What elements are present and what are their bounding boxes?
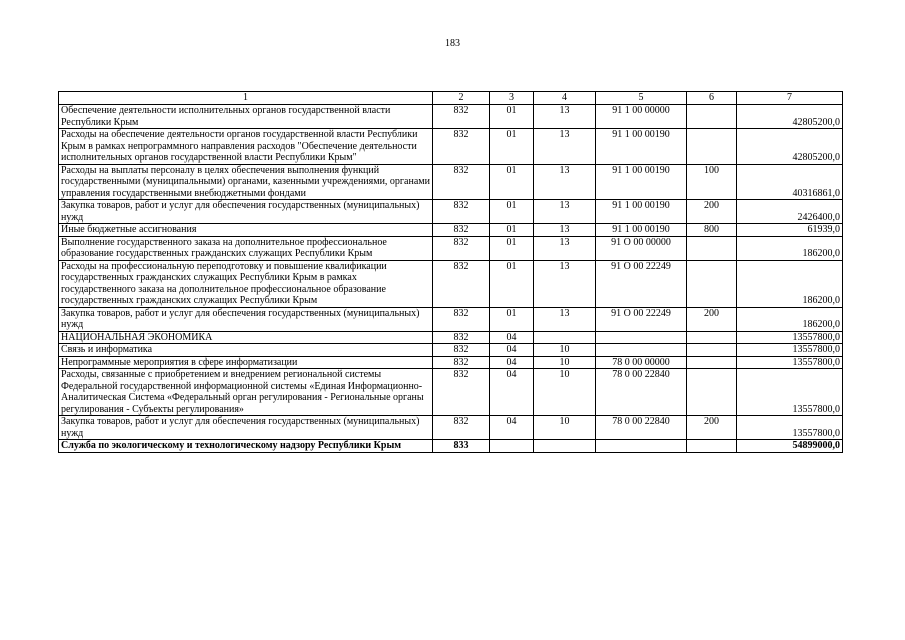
header-cell: 4	[534, 92, 596, 105]
expense-type-code	[687, 129, 737, 165]
target-item-code: 91 1 00 00000	[596, 105, 687, 129]
amount: 13557800,0	[737, 369, 843, 416]
ministry-code: 832	[433, 224, 490, 237]
expense-type-code	[687, 369, 737, 416]
subsection-code: 13	[534, 129, 596, 165]
table-row	[59, 416, 843, 440]
subsection-code: 13	[534, 307, 596, 331]
item-name: Закупка товаров, работ и услуг для обеспечения государственных (муниципальных) нужд	[59, 200, 433, 224]
target-item-code: 78 0 00 22840	[596, 416, 687, 440]
target-item-code: 91 О 00 22249	[596, 307, 687, 331]
header-cell: 7	[737, 92, 843, 105]
target-item-code: 91 О 00 00000	[596, 236, 687, 260]
ministry-code: 832	[433, 344, 490, 357]
ministry-code: 832	[433, 200, 490, 224]
section-code: 04	[490, 356, 534, 369]
expense-type-code: 200	[687, 416, 737, 440]
page-number: 183	[445, 38, 460, 49]
item-name: Расходы на выплаты персоналу в целях обеспечения выполнения функций государственными (муниципальными) органами, казенными учреждениями, органами управления государственными внебюджетными фондами	[59, 164, 433, 200]
header-cell: 1	[59, 92, 433, 105]
section-code: 01	[490, 105, 534, 129]
item-name: Расходы на профессиональную переподготовку и повышение квалификации государственных гражданских служащих Республики Крым в рамках государственного заказа на дополнительное профессиональное образование государственных гражданских служащих Республики Крым	[59, 260, 433, 307]
amount: 13557800,0	[737, 416, 843, 440]
expense-type-code: 100	[687, 164, 737, 200]
amount: 13557800,0	[737, 356, 843, 369]
table-row	[59, 164, 843, 200]
target-item-code: 91 О 00 22249	[596, 260, 687, 307]
table-row	[59, 260, 843, 307]
section-code: 01	[490, 164, 534, 200]
header-cell: 3	[490, 92, 534, 105]
table-row	[59, 105, 843, 129]
section-code: 04	[490, 344, 534, 357]
ministry-code: 832	[433, 369, 490, 416]
target-item-code: 91 1 00 00190	[596, 224, 687, 237]
subsection-code	[534, 331, 596, 344]
table-row	[59, 236, 843, 260]
section-code: 01	[490, 200, 534, 224]
table-row	[59, 224, 843, 237]
item-name: Закупка товаров, работ и услуг для обеспечения государственных (муниципальных) нужд	[59, 416, 433, 440]
amount: 42805200,0	[737, 129, 843, 165]
subsection-code: 10	[534, 416, 596, 440]
section-code: 01	[490, 307, 534, 331]
target-item-code: 91 1 00 00190	[596, 200, 687, 224]
section-code: 01	[490, 224, 534, 237]
table-row	[59, 200, 843, 224]
target-item-code	[596, 331, 687, 344]
item-name: Расходы, связанные с приобретением и внедрением региональной системы Федеральной государственной информационной системы «Единая Информационно-Аналитическая Система «Федеральный орган регулирования - Региональные органы регулирования - Субъекты регулирования»	[59, 369, 433, 416]
section-code: 01	[490, 260, 534, 307]
subsection-code: 13	[534, 164, 596, 200]
ministry-code: 832	[433, 236, 490, 260]
amount: 2426400,0	[737, 200, 843, 224]
expense-type-code	[687, 356, 737, 369]
target-item-code: 91 1 00 00190	[596, 129, 687, 165]
target-item-code	[596, 440, 687, 453]
item-name: Обеспечение деятельности исполнительных органов государственной власти Республики Крым	[59, 105, 433, 129]
subsection-code: 13	[534, 224, 596, 237]
item-name: Расходы на обеспечение деятельности органов государственной власти Республики Крым в рамках непрограммного направления расходов "Обеспечение деятельности исполнительных органов государственной власти Республики Крым"	[59, 129, 433, 165]
ministry-code: 832	[433, 260, 490, 307]
section-code: 01	[490, 129, 534, 165]
target-item-code: 78 0 00 00000	[596, 356, 687, 369]
amount: 54899000,0	[737, 440, 843, 453]
expense-type-code: 800	[687, 224, 737, 237]
subsection-code: 13	[534, 260, 596, 307]
expense-type-code	[687, 440, 737, 453]
ministry-code: 832	[433, 356, 490, 369]
table-row	[59, 344, 843, 357]
subsection-code: 10	[534, 356, 596, 369]
expense-type-code	[687, 331, 737, 344]
table-row	[59, 369, 843, 416]
ministry-code: 832	[433, 164, 490, 200]
table-row	[59, 356, 843, 369]
amount: 13557800,0	[737, 331, 843, 344]
header-cell: 6	[687, 92, 737, 105]
ministry-code: 833	[433, 440, 490, 453]
expense-type-code	[687, 236, 737, 260]
expense-type-code: 200	[687, 307, 737, 331]
target-item-code: 91 1 00 00190	[596, 164, 687, 200]
section-code: 04	[490, 331, 534, 344]
amount: 61939,0	[737, 224, 843, 237]
amount: 186200,0	[737, 307, 843, 331]
amount: 186200,0	[737, 260, 843, 307]
item-name: Служба по экологическому и технологическому надзору Республики Крым	[59, 440, 433, 453]
ministry-code: 832	[433, 416, 490, 440]
expense-type-code	[687, 105, 737, 129]
item-name: Выполнение государственного заказа на дополнительное профессиональное образование государственных гражданских служащих Республики Крым	[59, 236, 433, 260]
amount: 13557800,0	[737, 344, 843, 357]
ministry-code: 832	[433, 129, 490, 165]
expense-type-code	[687, 260, 737, 307]
subsection-code: 13	[534, 236, 596, 260]
section-code	[490, 440, 534, 453]
item-name: НАЦИОНАЛЬНАЯ ЭКОНОМИКА	[59, 331, 433, 344]
amount: 40316861,0	[737, 164, 843, 200]
table-row	[59, 331, 843, 344]
item-name: Иные бюджетные ассигнования	[59, 224, 433, 237]
table-row	[59, 307, 843, 331]
section-code: 04	[490, 369, 534, 416]
expense-type-code	[687, 344, 737, 357]
subsection-code: 10	[534, 344, 596, 357]
item-name: Связь и информатика	[59, 344, 433, 357]
section-code: 01	[490, 236, 534, 260]
amount: 186200,0	[737, 236, 843, 260]
ministry-code: 832	[433, 331, 490, 344]
ministry-code: 832	[433, 307, 490, 331]
table-row	[59, 440, 843, 453]
section-code: 04	[490, 416, 534, 440]
item-name: Закупка товаров, работ и услуг для обеспечения государственных (муниципальных) нужд	[59, 307, 433, 331]
ministry-code: 832	[433, 105, 490, 129]
subsection-code: 13	[534, 200, 596, 224]
table-row	[59, 129, 843, 165]
budget-table	[58, 91, 843, 453]
target-item-code: 78 0 00 22840	[596, 369, 687, 416]
target-item-code	[596, 344, 687, 357]
header-cell: 5	[596, 92, 687, 105]
header-cell: 2	[433, 92, 490, 105]
subsection-code: 10	[534, 369, 596, 416]
header-row	[59, 92, 843, 105]
amount: 42805200,0	[737, 105, 843, 129]
expense-type-code: 200	[687, 200, 737, 224]
subsection-code: 13	[534, 105, 596, 129]
subsection-code	[534, 440, 596, 453]
item-name: Непрограммные мероприятия в сфере информатизации	[59, 356, 433, 369]
